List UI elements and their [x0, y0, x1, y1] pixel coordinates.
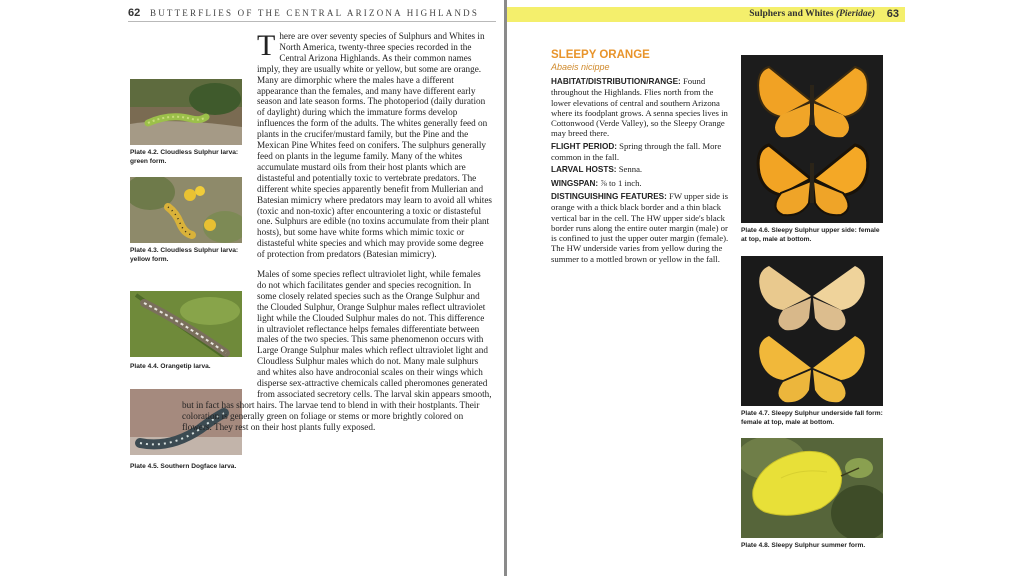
wingspan-section [551, 178, 731, 189]
larval-label: LARVAL HOSTS: [551, 165, 617, 175]
plate-4-8-photo [741, 438, 883, 538]
plate-4-5-caption: Plate 4.5. Southern Dogface larva. [130, 463, 237, 470]
species-title: SLEEPY ORANGE [551, 49, 650, 61]
wingspan-label: WINGSPAN: [551, 178, 599, 188]
book-spread [112, 0, 912, 576]
plate-4-6-caption: Plate 4.6. Sleepy Sulphur upper side: female at top, male at bottom. [741, 227, 880, 243]
features-text: FW upper side is orange with a thick black border and a thin black vertical bar in the cell. The HW upper side's black border runs along the entire outer margin (male) or is confined to just the upper outer margin (female). The HW underside varies from yellow during the summer to a mottled brown or yellow in the fall. [551, 190, 729, 264]
scientific-name: Abaeis nicippe [551, 62, 610, 72]
right-page [507, 0, 912, 576]
flight-label: FLIGHT PERIOD: [551, 141, 617, 151]
right-running-head [749, 9, 875, 19]
running-head-text: Sulphers and Whites [749, 9, 834, 19]
left-body-text [182, 31, 492, 442]
plate-4-6 [741, 55, 883, 244]
species-description [551, 76, 731, 266]
plate-4-2-caption: Plate 4.2. Cloudless Sulphur larva: green form. [130, 149, 239, 165]
right-page-number: 63 [886, 8, 899, 20]
plate-4-7-caption: Plate 4.7. Sleepy Sulphur underside fall form: female at top, male at bottom. [741, 410, 883, 426]
flight-section [551, 141, 731, 163]
plate-4-7 [741, 256, 883, 427]
flight-text: Spring through the fall. More common in the fall. [551, 140, 722, 163]
left-page-header [128, 7, 496, 22]
habitat-text: Found throughout the Highlands. Flies north from the lower elevations of central and southern Arizona where its foodplant grows. A senna species lives in Cottonwood (Verde Valley), so the Sleepy Orange may breed there. [551, 76, 728, 139]
left-page-number: 62 [128, 7, 141, 19]
features-section [551, 191, 731, 264]
running-head-family: (Pieridae) [835, 9, 875, 19]
plate-4-8 [741, 438, 883, 551]
paragraph-2-text: Males of some species reflect ultraviolet light, while females do not which facilitates gender and species recognition. In some closely related species such as the Orange Sulphur and the Clouded Sulphur, Orange Sulphur males reflect ultraviolet light while the Clouded Sulphur males do not. This difference in ultraviolet reflectance helps females differentiate between males of the two species. This same phenomenon occurs with Large Orange Sulphur males which reflect ultraviolet light and Cloudless Sulphur males which do not. Many male sulphurs and whites also have androconial scales on their wings which disperse sex-attractive chemicals called pheromones generated from associated secretory cells. The larval skin appears smooth, but in fact has short hairs. The larvae tend to blend in with their hostplants. Their coloration is generally green on foliage or stems or more brightly colored on flowers. They rest on their host plants fully exposed. [182, 269, 492, 432]
plate-4-4-caption: Plate 4.4. Orangetip larva. [130, 363, 211, 370]
plate-4-6-photo [741, 55, 883, 223]
paragraph-1-text: here are over seventy species of Sulphurs and Whites in North America, twenty-three species recorded in the Central Arizona Highlands. As their common names imply, they are usually white or yellow, but some are orange. Many are dimorphic where the males have a different appearance than the females, and many have different early season and late season forms. The photoperiod (daily duration of daylight) during which the immature forms develop influences the form of the adults. The whites generally feed on plants in the crucifer/mustard family, but the Pine and the Mexican Pine Whites feed on conifers. The sulphurs generally feed on plants in the legume family. Many of the whites accumulate mustard oils from their host plants which are distasteful and potentially toxic to vertebrate predators. The different white species apparently benefit from Mullerian and Batesian mimicry where predators may learn to avoid all whites (toxic and non-toxic) after encountering a toxic or distasteful one. Sulphurs are edible (no toxins accumulate from their plant hosts), but some have white forms which mimic toxic or distasteful white species and which may provide some degree of protection from predators (Batesian mimicry). [257, 31, 492, 260]
plate-4-7-photo [741, 256, 883, 406]
plate-4-8-caption: Plate 4.8. Sleepy Sulphur summer form. [741, 542, 866, 549]
right-page-header [507, 7, 905, 22]
larval-text: Senna. [618, 164, 643, 175]
left-running-head: BUTTERFLIES OF THE CENTRAL ARIZONA HIGHLANDS [150, 8, 480, 18]
wingspan-text: ⅞ to 1 inch. [600, 177, 642, 188]
habitat-label: HABITAT/DISTRIBUTION/RANGE: [551, 77, 681, 86]
plate-4-3-caption: Plate 4.3. Cloudless Sulphur larva: yellow form. [130, 247, 239, 263]
left-page [112, 0, 504, 576]
larval-section [551, 164, 731, 175]
features-label: DISTINGUISHING FEATURES: [551, 191, 667, 201]
habitat-section [551, 76, 731, 139]
drop-cap: T [257, 29, 276, 62]
